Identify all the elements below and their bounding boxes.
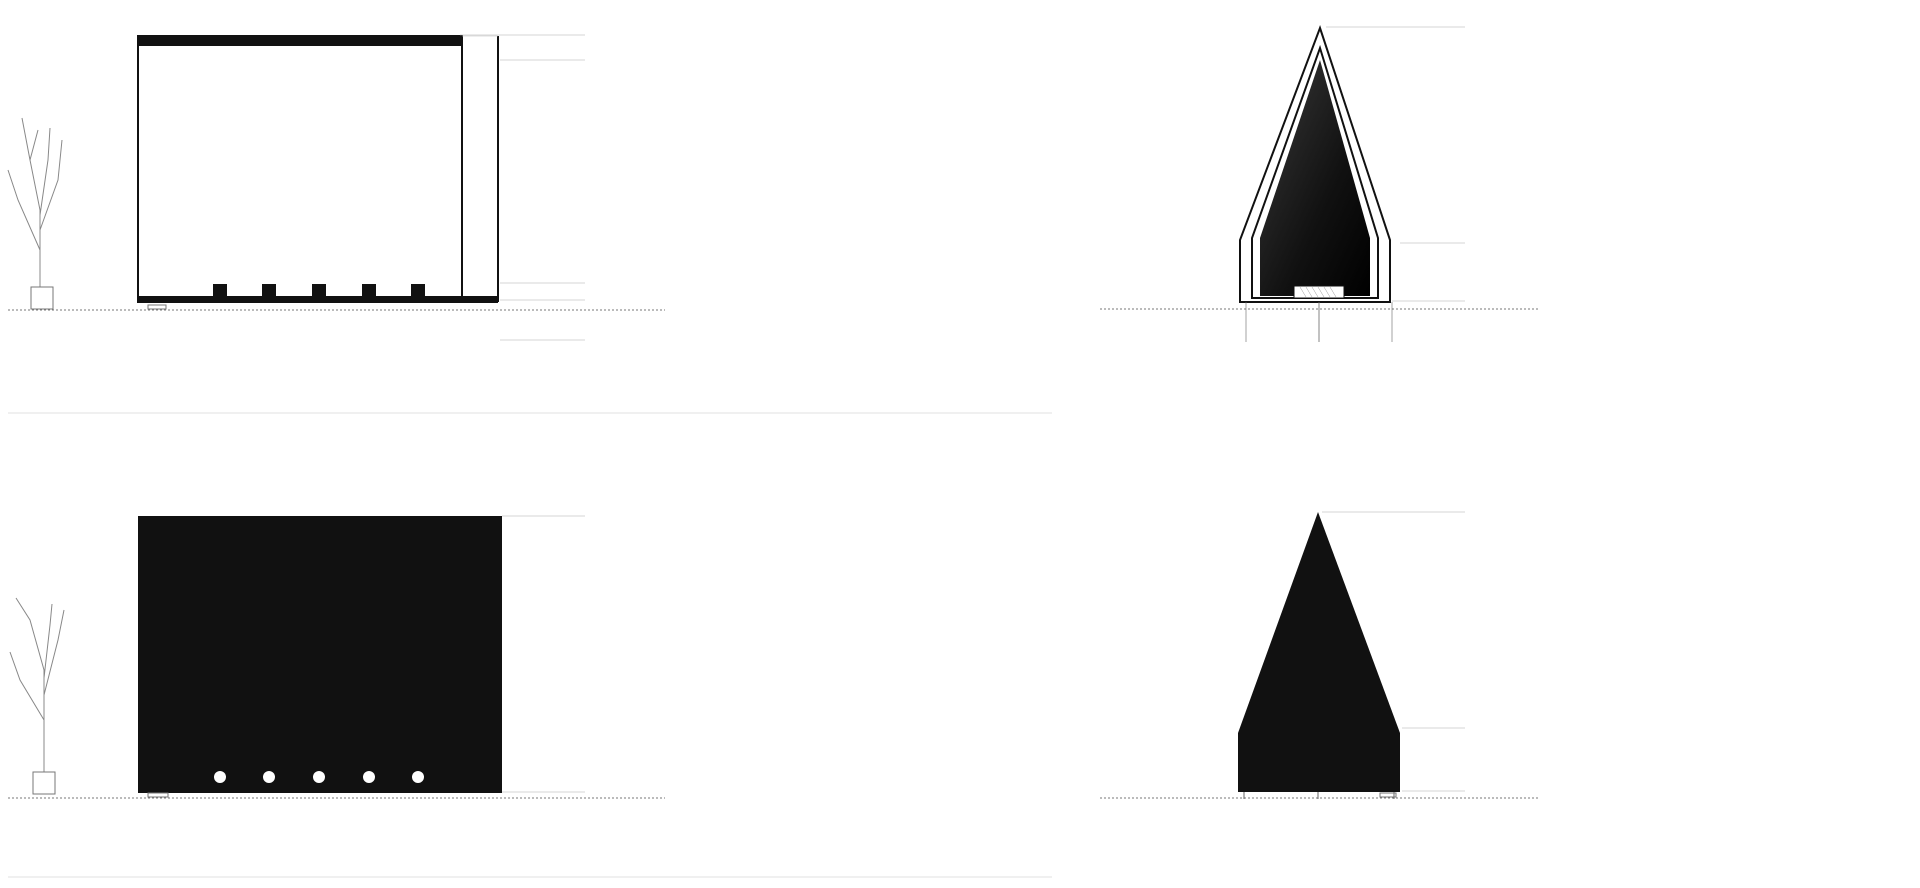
tree-illustration: [8, 118, 62, 309]
section-bb-drawing: [1060, 0, 1920, 420]
tree-illustration: [10, 598, 64, 794]
south-facade-gable-panel: [1060, 420, 1920, 888]
section-bb-building: [1240, 28, 1392, 342]
section-bb-panel: [1060, 0, 1920, 420]
south-facade-long-building: [138, 516, 502, 797]
south-facade-long-drawing: [0, 420, 1060, 888]
south-facade-gable-building: [1238, 512, 1400, 799]
south-facade-gable-drawing: [1060, 420, 1920, 888]
section-aa-building: [138, 36, 498, 309]
section-aa-drawing: [0, 0, 1060, 420]
south-facade-long-panel: [0, 420, 1060, 888]
section-aa-panel: [0, 0, 1060, 420]
